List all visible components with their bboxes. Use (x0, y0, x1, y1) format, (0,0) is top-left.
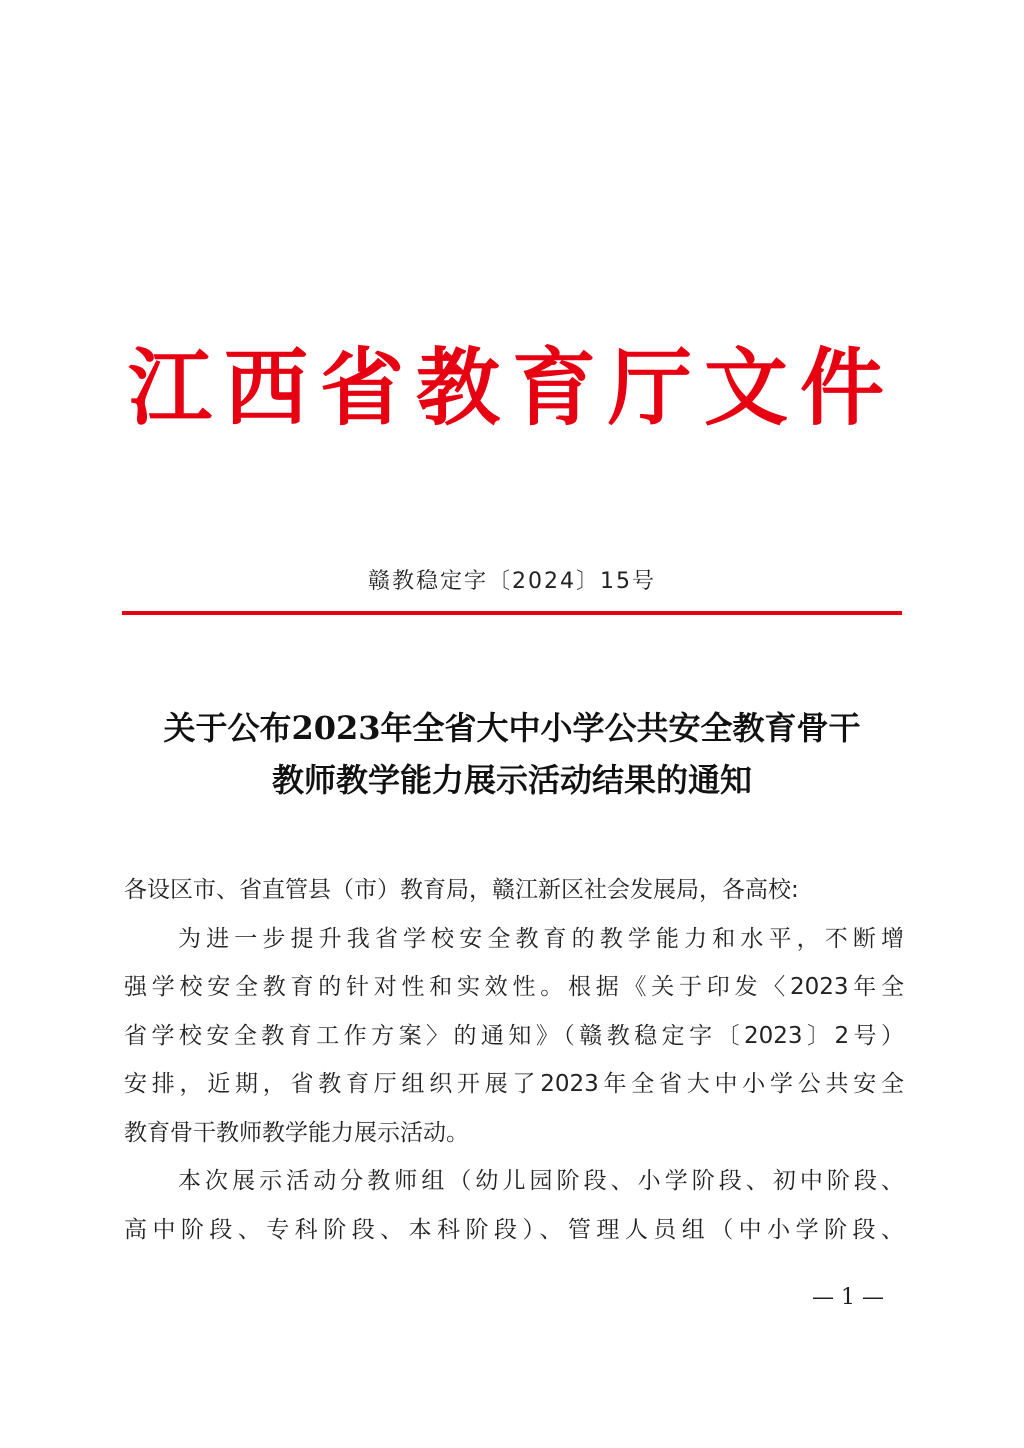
paragraph-1-line-4: 安排，近期，省教育厅组织开展了2023年全省大中小学公共安全 (124, 1071, 904, 1097)
paragraph-1-line-3: 省学校安全教育工作方案〉的通知》（赣教稳定字〔2023〕2号） (124, 1022, 904, 1049)
paragraph-2-line-2: 高中阶段、专科阶段、本科阶段）、管理人员组（中小学阶段、 (124, 1216, 904, 1243)
page-number: — 1 — (812, 1285, 884, 1310)
body-text (124, 866, 904, 1254)
masthead-title: 江西省教育厅文件 (127, 338, 896, 437)
addressee-line: 各设区市、省直管县（市）教育局，赣江新区社会发展局，各高校: (124, 877, 799, 903)
notice-title-line-2: 教师教学能力展示活动结果的通知 (271, 761, 752, 799)
red-divider-rule (122, 611, 902, 615)
notice-title-line-1: 关于公布2023年全省大中小学公共安全教育骨干 (163, 709, 861, 747)
paragraph-1-line-5: 教育骨干教师教学能力展示活动。 (124, 1119, 469, 1146)
paragraph-1-line-1: 为进一步提升我省学校安全教育的教学能力和水平，不断增 (178, 925, 904, 952)
paragraph-1-line-2: 强学校安全教育的针对性和实效性。根据《关于印发〈2023年全 (124, 974, 904, 1000)
paragraph-2-line-1: 本次展示活动分教师组（幼儿园阶段、小学阶段、初中阶段、 (178, 1168, 904, 1194)
document-number: 赣教稳定字〔2024〕15号 (368, 569, 656, 594)
notice-title (110, 702, 914, 806)
